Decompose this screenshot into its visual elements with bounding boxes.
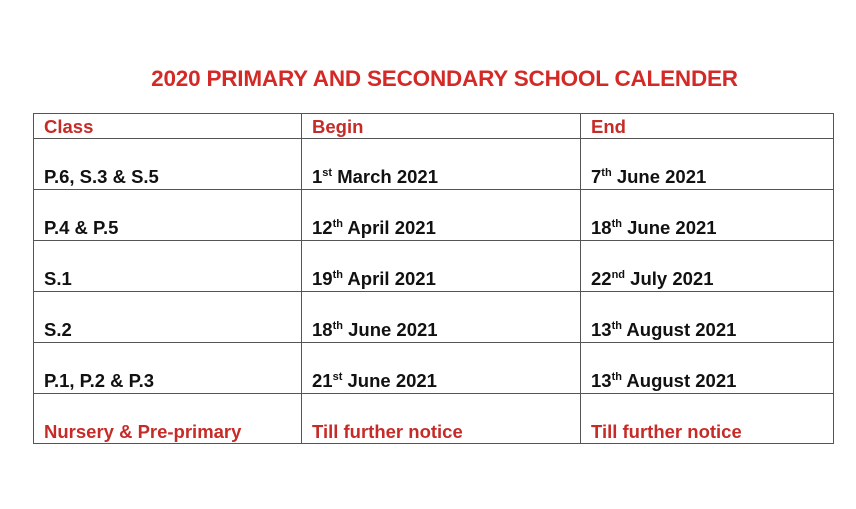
begin-day: 21: [312, 370, 333, 391]
class-cell: S.2: [34, 292, 302, 343]
begin-cell: [302, 292, 581, 343]
end-day-suffix: th: [611, 371, 622, 383]
begin-day-suffix: th: [332, 320, 343, 332]
begin-day-suffix: th: [332, 218, 343, 230]
header-begin: Begin: [302, 114, 581, 139]
end-cell: [581, 241, 834, 292]
begin-month-year: April 2021: [342, 217, 436, 238]
begin-day: 18: [312, 319, 333, 340]
end-month-year: July 2021: [625, 268, 714, 289]
end-cell: [581, 292, 834, 343]
table-row: [34, 139, 834, 190]
end-day: 22: [591, 268, 612, 289]
begin-month-year: June 2021: [342, 370, 437, 391]
end-day-suffix: nd: [611, 269, 626, 281]
end-day-suffix: th: [611, 320, 622, 332]
begin-day: 19: [312, 268, 333, 289]
begin-month-year: March 2021: [332, 166, 439, 187]
header-end: End: [581, 114, 834, 139]
class-cell: P.1, P.2 & P.3: [34, 343, 302, 394]
end-day: 13: [591, 370, 612, 391]
begin-cell: [302, 343, 581, 394]
header-class: Class: [34, 114, 302, 139]
begin-cell: [302, 190, 581, 241]
table-header-row: [34, 114, 834, 139]
begin-day: 1: [312, 166, 323, 187]
table-row: [34, 292, 834, 343]
end-month-year: June 2021: [611, 166, 707, 187]
end-cell: [581, 139, 834, 190]
begin-day-suffix: st: [332, 371, 343, 383]
begin-month-year: June 2021: [342, 319, 438, 340]
school-calendar-table: [33, 113, 834, 444]
end-cell: [581, 190, 834, 241]
begin-day-suffix: st: [322, 167, 333, 179]
begin-day: 12: [312, 217, 333, 238]
begin-day-suffix: th: [332, 269, 343, 281]
end-day-suffix: th: [611, 218, 622, 230]
table-row-nursery: [34, 394, 834, 444]
class-cell: Nursery & Pre-primary: [34, 394, 302, 444]
begin-cell: [302, 139, 581, 190]
class-cell: S.1: [34, 241, 302, 292]
end-month-year: August 2021: [621, 370, 737, 391]
begin-cell: Till further notice: [302, 394, 581, 444]
end-cell: [581, 343, 834, 394]
table-row: [34, 343, 834, 394]
end-cell: Till further notice: [581, 394, 834, 444]
class-cell: P.6, S.3 & S.5: [34, 139, 302, 190]
end-day: 7: [591, 166, 602, 187]
end-month-year: August 2021: [621, 319, 737, 340]
table-row: [34, 190, 834, 241]
end-day: 13: [591, 319, 612, 340]
begin-month-year: April 2021: [342, 268, 436, 289]
page-title: 2020 PRIMARY AND SECONDARY SCHOOL CALENDER: [151, 66, 738, 91]
end-month-year: June 2021: [621, 217, 717, 238]
table-row: [34, 241, 834, 292]
class-cell: P.4 & P.5: [34, 190, 302, 241]
end-day-suffix: th: [601, 167, 612, 179]
begin-cell: [302, 241, 581, 292]
end-day: 18: [591, 217, 612, 238]
